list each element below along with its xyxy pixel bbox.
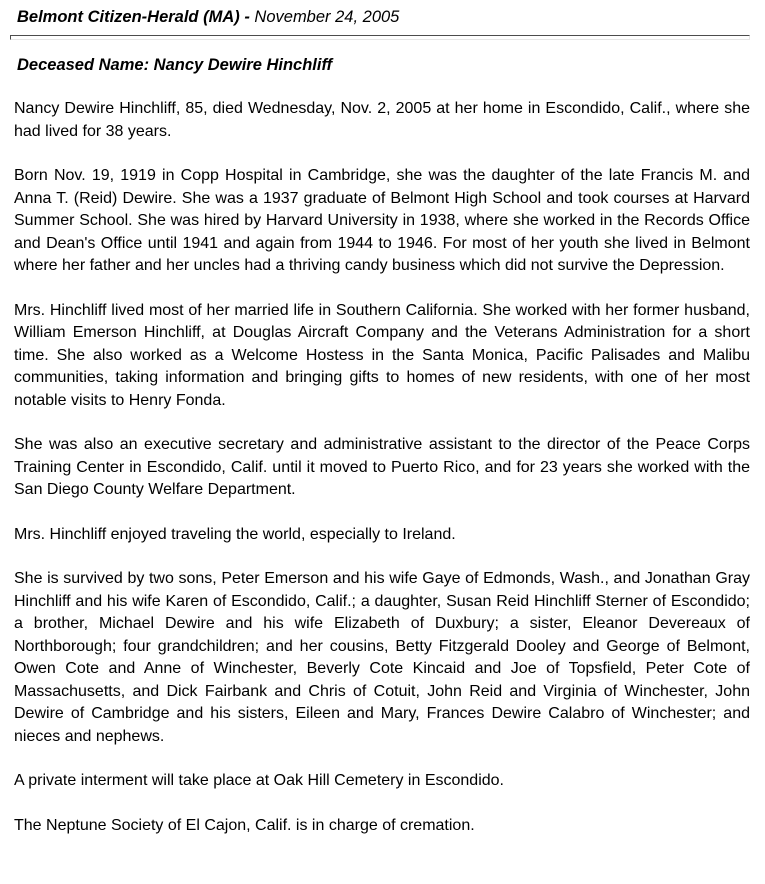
publication-date: November 24, 2005 (254, 8, 400, 26)
document-header (14, 6, 750, 40)
obituary-paragraph-career: She was also an executive secretary and administrative assistant to the director of the Peace Corps Training Center in Escondido, Calif. until it moved to Puerto Rico, and for 23 years she worked with the San Diego County Welfare Department. (14, 436, 750, 498)
obituary-paragraph-death-notice: Nancy Dewire Hinchliff, 85, died Wednesday, Nov. 2, 2005 at her home in Escondido, Calif., where she had lived for 38 years. (14, 100, 750, 140)
deceased-name-heading: Deceased Name: Nancy Dewire Hinchliff (17, 56, 333, 74)
obituary-paragraph-hobbies: Mrs. Hinchliff enjoyed traveling the world, especially to Ireland. (14, 525, 456, 543)
obituary-paragraph-interment: A private interment will take place at Oak Hill Cemetery in Escondido. (14, 772, 504, 789)
publication-name: Belmont Citizen-Herald (MA) (17, 8, 240, 26)
obituary-paragraph-survivors: She is survived by two sons, Peter Emerson and his wife Gaye of Edmonds, Wash., and Jonathan Gray Hinchliff and his wife Karen of Escondido, Calif.; a daughter, Susan Reid Hinchliff Sterner of Escondido; a brother, Michael Dewire and his wife Elizabeth of Duxbury; a sister, Eleanor Devereaux of Northborough; four grandchildren; and her cousins, Betty Fitzgerald Dooley and George of Belmont, Owen Cote and Anne of Winchester, Beverly Cote Kincaid and Joe of Topsfield, Peter Cote of Massachusetts, and Dick Fairbank and Chris of Cotuit, John Reid and Virginia of Winchester, John Dewire of Cambridge and his sisters, Eileen and Mary, Frances Dewire Calabro of Winchester; and nieces and nephews. (14, 570, 750, 745)
header-separator: - (239, 8, 255, 26)
masthead (14, 6, 750, 28)
obituary-paragraph-cremation: The Neptune Society of El Cajon, Calif. is in charge of cremation. (14, 816, 475, 834)
obituary-paragraph-married-life: Mrs. Hinchliff lived most of her married life in Southern California. She worked with her former husband, William Emerson Hinchliff, at Douglas Aircraft Company and the Veterans Administration for a short time. She also worked as a Welcome Hostess in the Santa Monica, Pacific Palisades and Malibu communities, taking information and bringing gifts to homes of new residents, with one of her most notable visits to Henry Fonda. (14, 301, 750, 409)
horizontal-divider (10, 35, 750, 40)
obituary-body (14, 54, 750, 837)
obituary-paragraph-early-life: Born Nov. 19, 1919 in Copp Hospital in Cambridge, she was the daughter of the late Francis M. and Anna T. (Reid) Dewire. She was a 1937 graduate of Belmont High School and took courses at Harvard Summer School. She was hired by Harvard University in 1938, where she worked in the Records Office and Dean's Office until 1941 and again from 1944 to 1946. For most of her youth she lived in Belmont where her father and her uncles had a thriving candy business which did not survive the Depression. (14, 167, 750, 274)
